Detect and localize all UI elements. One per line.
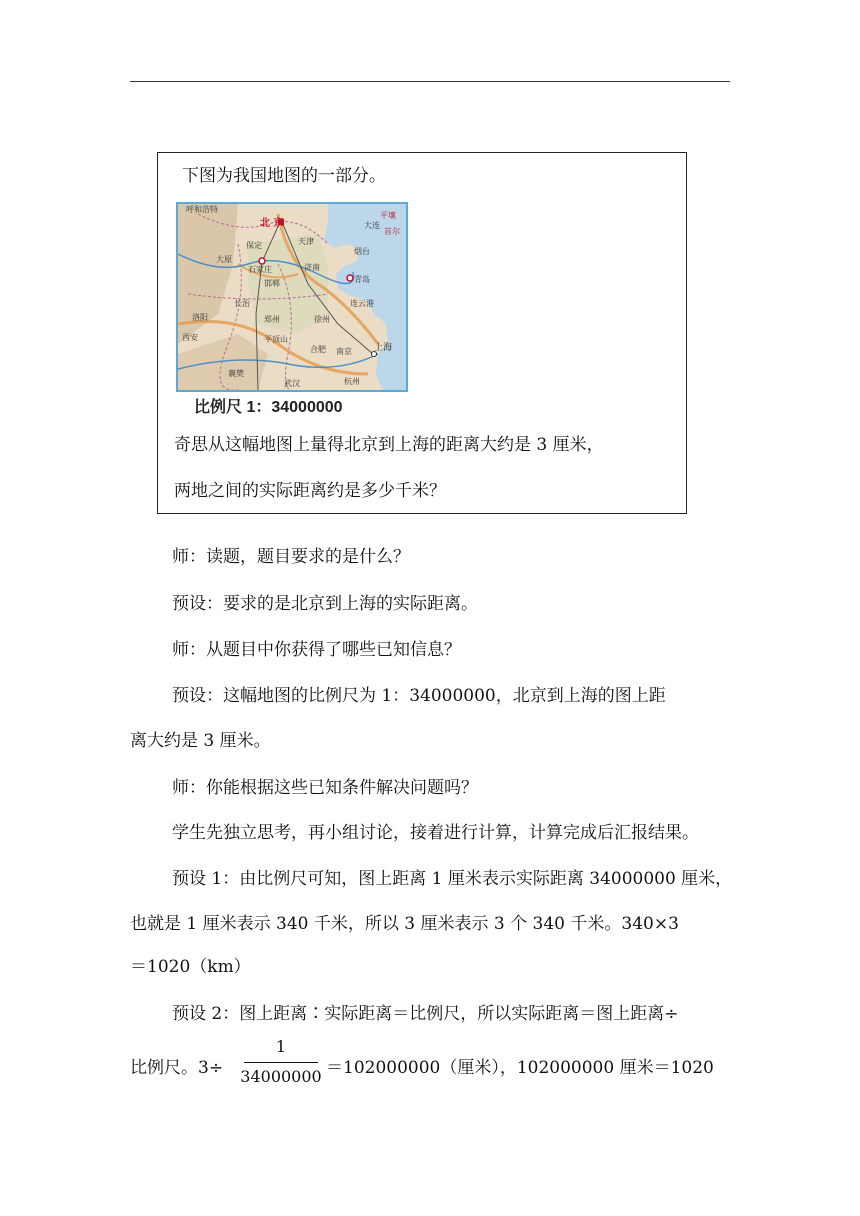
map-label-shijiazhuang: 石家庄 bbox=[248, 265, 272, 274]
preset-1-line-2: 也就是 1 厘米表示 340 千米，所以 3 厘米表示 3 个 340 千米。340×3 bbox=[130, 914, 679, 934]
problem-intro: 下图为我国地图的一部分。 bbox=[182, 166, 386, 186]
preset-answer-2-line-1: 预设：这幅地图的比例尺为 1：34000000，北京到上海的图上距 bbox=[172, 686, 666, 706]
map-label-tianjin: 天津 bbox=[298, 237, 314, 246]
map-label-jinan: 济南 bbox=[304, 263, 320, 272]
map-label-xiangyang: 襄樊 bbox=[228, 369, 244, 378]
map-label-shanghai: 上海 bbox=[374, 343, 393, 353]
question-line-2: 两地之间的实际距离约是多少千米？ bbox=[174, 481, 446, 501]
map-label-dalian: 大连 bbox=[364, 221, 380, 230]
map-label-wuhan: 武汉 bbox=[284, 379, 300, 388]
map-label-luoyang: 洛阳 bbox=[192, 313, 208, 322]
map-label-yantai: 烟台 bbox=[354, 247, 370, 256]
map-label-hangzhou: 杭州 bbox=[344, 377, 360, 386]
map-label-hefei: 合肥 bbox=[310, 345, 326, 354]
header-rule bbox=[130, 81, 730, 82]
map-label-beijing: 北 京 bbox=[260, 218, 284, 229]
map-label-xian: 西安 bbox=[182, 333, 198, 342]
preset-2-line-2-suffix: ＝102000000（厘米），102000000 厘米＝1020 bbox=[326, 1058, 714, 1078]
teacher-question-2: 师：从题目中你获得了哪些已知信息？ bbox=[172, 640, 461, 660]
fraction-one-over-scale bbox=[240, 1037, 322, 1095]
preset-2-line-1: 预设 2：图上距离∶实际距离＝比例尺，所以实际距离＝图上距离÷ bbox=[172, 1004, 679, 1024]
map-label-xuzhou: 徐州 bbox=[314, 315, 330, 324]
map-label-zhengzhou: 郑州 bbox=[264, 315, 280, 324]
map-label-changzhi: 长治 bbox=[234, 299, 250, 308]
map-label-hohhot: 呼和浩特 bbox=[186, 205, 218, 214]
preset-1-line-1: 预设 1：由比例尺可知，图上距离 1 厘米表示实际距离 34000000 厘米， bbox=[172, 869, 733, 889]
map-label-handan: 邯郸 bbox=[264, 279, 280, 288]
map-label-nanjing: 南京 bbox=[336, 347, 352, 356]
map-scale-label: 比例尺 1：34000000 bbox=[194, 399, 343, 416]
preset-answer-1: 预设：要求的是北京到上海的实际距离。 bbox=[172, 594, 478, 614]
question-line-1: 奇思从这幅地图上量得北京到上海的距离大约是 3 厘米， bbox=[174, 435, 604, 455]
fraction-denominator: 34000000 bbox=[240, 1067, 322, 1086]
preset-2-line-2-prefix: 比例尺。3÷ bbox=[130, 1058, 224, 1078]
map-label-pingdingshan: 平顶山 bbox=[264, 335, 288, 344]
map-label-lianyungang: 连云港 bbox=[350, 299, 374, 308]
map-label-seoul: 首尔 bbox=[384, 227, 400, 236]
map-svg bbox=[178, 204, 406, 390]
teacher-question-1: 师：读题，题目要求的是什么？ bbox=[172, 547, 410, 567]
problem-box bbox=[157, 152, 687, 514]
map-label-baoding: 保定 bbox=[246, 241, 262, 250]
fraction-numerator: 1 bbox=[275, 1037, 287, 1056]
student-activity: 学生先独立思考，再小组讨论，接着进行计算，计算完成后汇报结果。 bbox=[172, 823, 699, 843]
china-map-image bbox=[176, 202, 408, 392]
map-label-qingdao: 青岛 bbox=[354, 275, 370, 284]
fraction-bar bbox=[244, 1062, 318, 1063]
map-label-pingrang: 平壤 bbox=[380, 211, 396, 220]
preset-1-line-3: ＝1020（km） bbox=[130, 957, 251, 977]
teacher-question-3: 师：你能根据这些已知条件解决问题吗？ bbox=[172, 778, 478, 798]
map-label-taiyuan: 大原 bbox=[216, 255, 232, 264]
preset-answer-2-line-2: 离大约是 3 厘米。 bbox=[130, 731, 271, 751]
